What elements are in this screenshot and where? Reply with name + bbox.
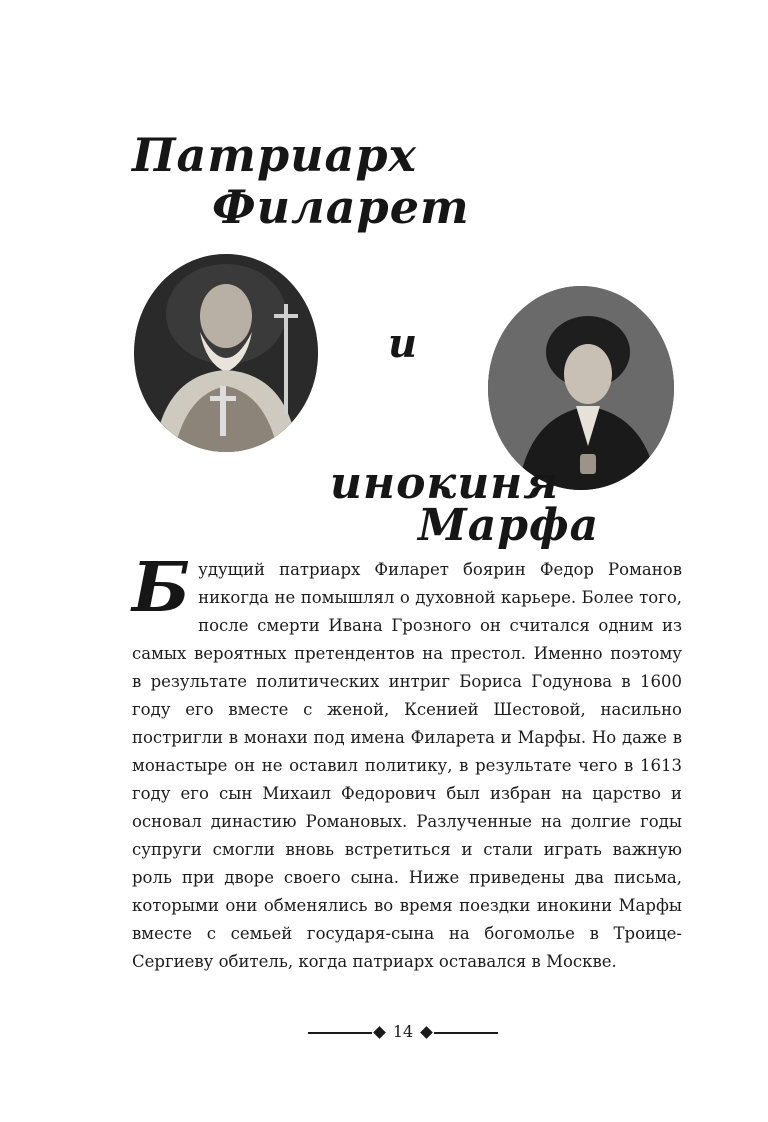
title-conjunction: и (388, 320, 419, 367)
footer-rule-right (434, 1032, 498, 1034)
portrait-patriarch-filaret-icon (134, 254, 318, 452)
title-line-marfa: Марфа (418, 500, 600, 551)
title-line-inokinya: инокиня (330, 458, 560, 509)
title-line-patriarch: Патриарх (132, 128, 417, 182)
page-footer (308, 1022, 498, 1042)
title-line-filaret: Филарет (212, 180, 470, 234)
intro-paragraph-text: удущий патриарх Филарет боярин Федор Романов никогда не помышлял о духовной карьере. Более того, после смерти Ивана Грозного он считался одним из самых вероятных претендентов на престол. Именно поэтому в результате политических интриг Бориса Годунова в 1600 году его вместе с женой, Ксенией Шестовой, насильно постригли в монахи под имена Филарета и Марфы. Но даже в монастыре он не оставил политику, в результате чего в 1613 году его сын Михаил Федорович был избран на царство и основал династию Романовых. Разлученные на долгие годы супруги смогли вновь встретиться и стали играть важную роль при дворе своего сына. Ниже приведены два письма, которыми они обменялись во время поездки инокини Марфы вместе с семьей государя-сына на богомолье в Троице-Сергиеву обитель, когда патриарх оставался в Москве. (132, 560, 682, 971)
drop-cap: Б (132, 548, 191, 628)
page-number: 14 (392, 1022, 414, 1041)
intro-paragraph (132, 548, 682, 976)
